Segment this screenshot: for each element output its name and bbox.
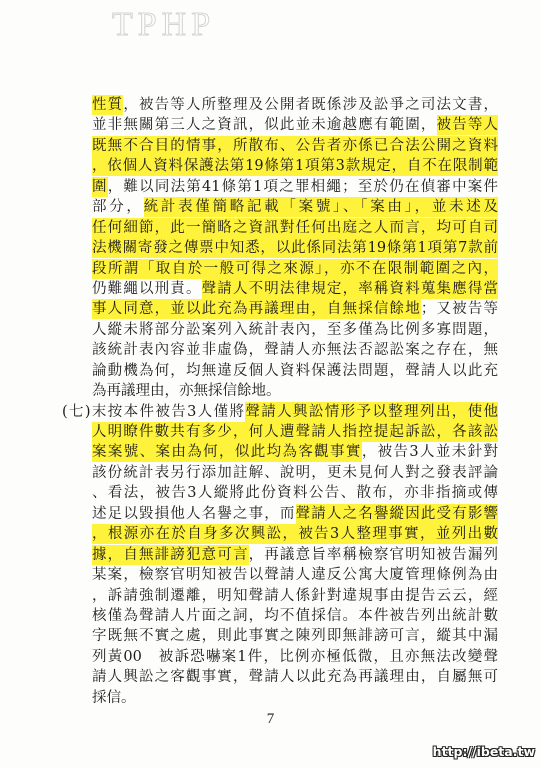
text-segment: ，被告等人所整理及公開者既係涉及訟爭之司法文書， <box>123 97 499 113</box>
highlighted-text: 事人同意，並以此充為再議理由，自無採信餘地 <box>92 301 421 318</box>
text-line <box>92 422 498 442</box>
highlighted-text: 任何細節，此一簡略之資訊對任何出庭之人而言，均可自司 <box>92 219 498 236</box>
text-segment: (七)末按本件被告3人僅將 <box>62 403 246 420</box>
section-heading-line <box>62 402 498 422</box>
highlighted-text: 案案號、案由為何，似此均為客觀事實 <box>92 444 362 461</box>
text-segment: 請人興訟之客觀事實，聲請人以此充為再議理由，自屬無可 <box>92 669 498 686</box>
text-segment: 為再議理由，亦無採信餘地。 <box>92 383 281 400</box>
text-line <box>92 442 498 462</box>
text-segment: ；又被告等 <box>420 301 498 318</box>
text-segment: 述足以毀損他人名譽之事，而 <box>92 505 296 522</box>
text-segment: ，訴請強制遷離，明知聲請人係針對違規事由提告云云，經 <box>92 587 498 604</box>
text-segment: 並非無關第三人之資訊，似此並未逾越應有範圍， <box>92 117 437 134</box>
text-line <box>92 259 498 279</box>
text-segment: 該份統計表另行添加註解、說明，更未見何人對之發表評論 <box>92 464 498 481</box>
document-body <box>62 95 499 708</box>
text-segment: 採信。 <box>92 689 136 706</box>
highlighted-text: 人明瞭件數共有多少，何人遭聲請人指控提起訴訟，各該訟 <box>92 424 498 440</box>
text-line <box>92 565 498 585</box>
text-line <box>92 95 498 115</box>
text-segment: ，難以同法第41條第1項之罪相繩；至於仍在偵審中案件 <box>107 178 498 195</box>
text-segment: 論動機為何，均無違反個人資料保護法問題，聲請人以此充 <box>92 362 498 379</box>
highlighted-text: ，根源亦在於自身多次興訟，被告3人整理事實，並列出數 <box>92 526 498 543</box>
text-line <box>92 136 498 156</box>
text-line <box>92 299 498 319</box>
text-line <box>92 504 498 524</box>
text-line <box>92 483 498 503</box>
text-line <box>92 238 498 258</box>
highlighted-text: 段所謂「取自於一般可得之來源」，亦不在限制範圍之內， <box>92 260 498 277</box>
highlighted-text: ，依個人資料保護法第19條第1項第3款規定，自不在限制範 <box>92 158 498 175</box>
text-segment: ，再議意旨率稱檢察官明知被告漏列 <box>248 546 499 563</box>
page-number: 7 <box>266 711 275 727</box>
site-watermark: http://ibeta.tw <box>432 744 535 759</box>
text-line <box>92 320 498 340</box>
text-segment: 仍難繩以刑責。 <box>92 280 202 297</box>
text-line <box>92 688 498 708</box>
text-segment: 、看法，被告3人縱將此份資料公告、散布，亦非指摘或傳 <box>92 485 498 502</box>
highlighted-text: 據，自無誹謗犯意可言 <box>92 546 249 563</box>
text-line <box>92 115 498 135</box>
highlighted-text: 法機關寄發之傳票中知悉，以此係同法第19條第1項第7款前 <box>92 240 498 257</box>
text-segment: 人縱未將部分訟案列入統計表內，至多僅為比例多寡問題， <box>92 321 498 338</box>
text-line <box>92 197 498 217</box>
text-segment: 核僅為聲請人片面之詞，均不值採信。本件被告列出統計數 <box>92 607 498 624</box>
text-line <box>92 177 498 197</box>
highlighted-text: 既無不合目的情事，所散布、公告者亦係已合法公開之資料 <box>92 137 498 154</box>
text-line <box>92 606 498 626</box>
text-line <box>92 381 498 401</box>
highlighted-text: 性質 <box>92 97 124 113</box>
text-segment: 某案，檢察官明知被告以聲請人違反公寓大廈管理條例為由 <box>92 567 498 584</box>
text-segment: ，被告3人並未針對 <box>361 444 499 461</box>
highlighted-text: 圍 <box>92 178 108 195</box>
text-line <box>92 218 498 238</box>
text-segment: 部分， <box>92 199 144 216</box>
text-line <box>92 156 498 176</box>
highlighted-text: 被告等人 <box>436 117 499 134</box>
highlighted-text: 聲請人不明法律規定，率稱資料蒐集應得當 <box>201 280 499 297</box>
text-line <box>92 626 498 646</box>
text-line <box>92 279 498 299</box>
text-line <box>92 586 498 606</box>
text-segment: 列黃00 被訴恐嚇案1件，比例亦極低微，且亦無法改變聲 <box>92 648 498 665</box>
highlighted-text: 聲請人之名譽縱因此受有影響 <box>295 505 499 522</box>
highlighted-text: 聲請人興訟情形予以整理列出，使他 <box>245 403 499 420</box>
text-line <box>92 647 498 667</box>
text-segment: 字既無不實之處，則此事實之陳列即無誹謗可言，縱其中漏 <box>92 628 498 645</box>
text-line <box>92 545 498 565</box>
highlighted-text: 統計表僅簡略記載「案號」、「案由」，並未述及 <box>143 199 498 216</box>
text-line <box>92 667 498 687</box>
text-line <box>92 463 498 483</box>
text-line <box>92 524 498 544</box>
top-watermark: TPHP <box>112 6 216 43</box>
text-line <box>92 340 498 360</box>
text-segment: 該統計表內容並非虛偽，聲請人亦無法否認訟案之存在，無 <box>92 342 498 359</box>
text-line <box>92 361 498 381</box>
